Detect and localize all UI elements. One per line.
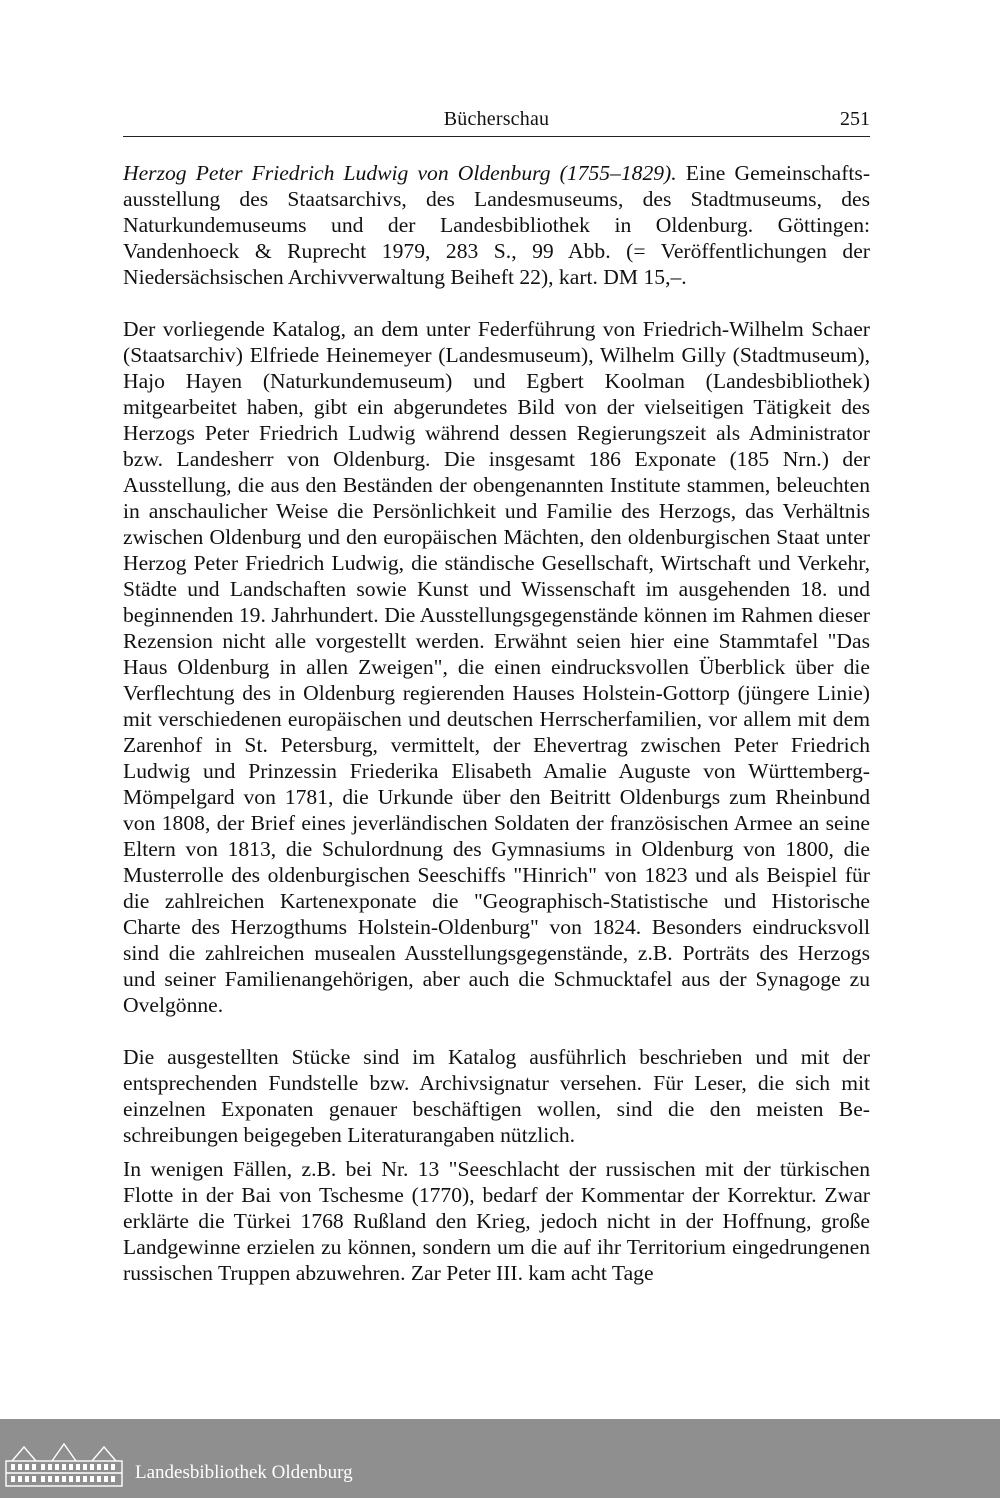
running-header — [123, 106, 870, 137]
footer-bar — [0, 1419, 1000, 1498]
review-paragraph-2: Die ausgestellten Stücke sind im Katalog ausführlich beschrieben und mit der entsprechenden Fundstelle bzw. Archivsignatur versehen. Für Leser, die sich mit einzelnen Exponaten genauer beschäftigen wollen, sind die den meisten Beschreibungen beigegeben Literaturangaben nützlich. — [123, 1045, 870, 1147]
header-title: Bücherschau — [443, 108, 550, 130]
book-title: Herzog Peter Friedrich Ludwig von Oldenburg (1755–1829). — [123, 161, 677, 185]
review-paragraph-3: In wenigen Fällen, z.B. bei Nr. 13 "Seeschlacht der russischen mit der türkischen Flotte in der Bai von Tschesme (1770), bedarf der Kommentar der Korrektur. Zwar erklärte die Türkei 1768 Rußland den Krieg, jedoch nicht in der Hoffnung, große Landgewinne erzielen zu können, sondern um die auf ihr Territorium eingedrungenen russischen Truppen abzuwehren. Zar Peter III. kam acht Tage — [123, 1157, 870, 1285]
citation-details: Eine Gemeinschaftsausstellung des Staatsarchivs, des Landesmuseums, des Stadtmuseums, des Naturkundemuseums und der Landesbibliothek in Oldenburg. Göttingen: Vandenhoeck & Ruprecht 1979, 283 S., 99 Abb. (= Veröffentlichungen der Niedersächsischen Archivverwaltung Beiheft 22), kart. DM 15,–. — [123, 161, 871, 289]
library-building-icon — [4, 1441, 124, 1487]
book-citation — [123, 160, 870, 290]
library-name: Landesbibliothek Oldenburg — [135, 1462, 353, 1483]
review-paragraph-1: Der vorliegende Katalog, an dem unter Federführung von Friedrich-Wilhelm Schaer (Staatsarchiv) Elfriede Heinemeyer (Landesmuseum), Wilhelm Gilly (Stadtmuseum), Hajo Hayen (Naturkundemuseum) und Egbert Koolman (Landesbibliothek) mitgearbeitet haben, gibt ein abgerundetes Bild von der vielseitigen Tätigkeit des Herzogs Peter Friedrich Ludwig während dessen Regierungszeit als Administrator bzw. Landesherr von Oldenburg. Die insgesamt 186 Exponate (185 Nrn.) der Ausstellung, die aus den Beständen der obengenannten Institute stammen, beleuchten in anschaulicher Weise die Persönlichkeit und Familie des Herzogs, das Verhältnis zwischen Oldenburg und den europäischen Mächten, den oldenburgischen Staat unter Herzog Peter Friedrich Ludwig, die ständische Gesellschaft, Wirtschaft und Verkehr, Städte und Landschaften sowie Kunst und Wissenschaft im ausgehenden 18. und beginnenden 19. Jahrhundert. Die Ausstellungsgegenstände können im Rahmen dieser Rezension nicht alle vorgestellt werden. Erwähnt seien hier eine Stammtafel "Das Haus Oldenburg in allen Zweigen", die einen eindrucksvollen Überblick über die Verflechtung des in Oldenburg regierenden Hauses Holstein-Gottorp (jüngere Linie) mit verschiedenen europäischen und deutschen Herrscherfamilien, vor allem mit dem Zarenhof in St. Petersburg, vermittelt, der Ehevertrag zwischen Peter Friedrich Ludwig und Prinzessin Friederika Elisabeth Amalie Auguste von Württemberg-Mömpelgard von 1781, die Urkunde über den Beitritt Oldenburgs zum Rheinbund von 1808, der Brief eines jeverländischen Soldaten der französischen Armee an seine Eltern von 1813, die Schulordnung des Gymnasiums in Oldenburg von 1800, die Musterrolle des oldenburgischen Seeschiffs "Hinrich" von 1823 und als Beispiel für die zahlreichen Kartenexponate die "Geographisch-Statistische und Historische Charte des Herzogthums Holstein-Oldenburg" von 1824. Besonders eindrucksvoll sind die zahlreichen musealen Ausstellungsgegenstände, z.B. Porträts des Herzogs und seiner Familienangehörigen, aber auch die Schmucktafel aus der Synagoge zu Ovelgönne. — [123, 317, 870, 1017]
page-number: 251 — [840, 108, 870, 130]
page-body — [123, 160, 870, 1286]
